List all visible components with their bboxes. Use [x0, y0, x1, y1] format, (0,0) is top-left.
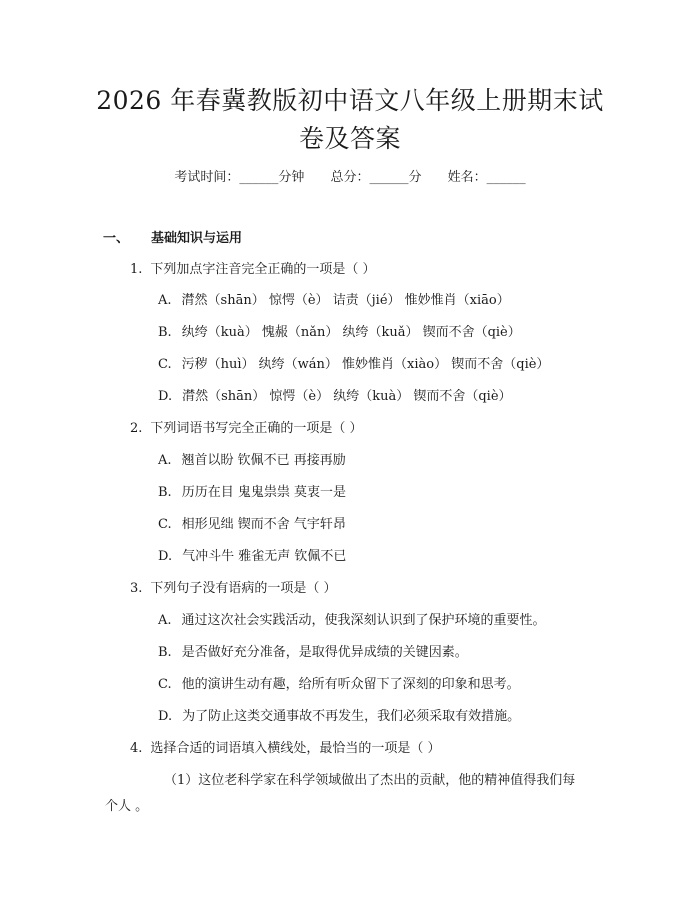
option-text: 污秽（huì） 纨绔（wán） 惟妙惟肖（xiào） 锲而不舍（qiè）: [181, 357, 550, 372]
option-text: 是否做好充分准备，是取得优异成绩的关键因素。: [181, 645, 468, 660]
q2-option-d: [158, 547, 346, 567]
q3-option-d: [158, 707, 520, 727]
option-text: 纨绔（kuà） 愧赧（nǎn） 纨绔（kuǎ） 锲而不舍（qiè）: [181, 325, 521, 340]
question-4-sentence-line-2: 个人 。: [105, 799, 149, 814]
option-letter: B.: [158, 645, 172, 660]
option-text: 潸然（shān） 惊愕（è） 纨绔（kuà） 锲而不舍（qiè）: [182, 389, 512, 404]
question-text: 下列加点字注音完全正确的一项是（ ）: [150, 262, 376, 277]
question-text: 选择合适的词语填入横线处，最恰当的一项是（ ）: [150, 741, 441, 756]
q1-option-a: [158, 291, 510, 311]
option-letter: D.: [158, 549, 173, 564]
option-text: 潸然（shān） 惊愕（è） 诘责（jié） 惟妙惟肖（xiāo）: [181, 293, 510, 308]
q3-option-a: [158, 611, 546, 631]
q3-option-b: [158, 643, 468, 663]
option-text: 历历在目 鬼鬼祟祟 莫衷一是: [181, 485, 346, 500]
q2-option-a: [158, 451, 346, 471]
q1-option-b: [158, 323, 521, 343]
option-letter: C.: [158, 517, 172, 532]
question-text: 下列词语书写完全正确的一项是（ ）: [150, 421, 363, 436]
q1-option-c: [158, 355, 549, 375]
exam-info-row: [0, 167, 700, 189]
question-number: 3.: [130, 581, 143, 596]
q1-option-d: [158, 387, 512, 407]
question-number: 2.: [130, 421, 143, 436]
exam-total-score: 总分：______分: [330, 170, 422, 185]
option-text: 相形见绌 锲而不舍 气宇轩昂: [181, 517, 346, 532]
question-number: 1.: [130, 262, 143, 277]
option-text: 通过这次社会实践活动，使我深刻认识到了保护环境的重要性。: [181, 613, 546, 628]
q2-option-b: [158, 483, 346, 503]
option-letter: B.: [158, 325, 172, 340]
option-text: 为了防止这类交通事故不再发生，我们必须采取有效措施。: [182, 709, 521, 724]
option-letter: A.: [158, 613, 172, 628]
question-3: [130, 579, 337, 599]
question-4: [130, 739, 441, 759]
document-title-line-2: 卷及答案: [298, 124, 401, 153]
option-letter: D.: [158, 709, 173, 724]
option-letter: C.: [158, 357, 172, 372]
option-text: 翘首以盼 钦佩不已 再接再励: [181, 453, 346, 468]
option-letter: B.: [158, 485, 172, 500]
section-number: 一、: [103, 231, 130, 246]
question-text: 下列句子没有语病的一项是（ ）: [150, 581, 337, 596]
section-title: 基础知识与运用: [151, 231, 243, 246]
section-heading: [103, 229, 242, 249]
exam-time: 考试时间：______分钟: [174, 170, 305, 185]
option-text: 他的演讲生动有趣，给所有听众留下了深刻的印象和思考。: [181, 677, 520, 692]
option-text: 气冲斗牛 雅雀无声 钦佩不已: [182, 549, 347, 564]
document-title-line-1: 2026 年春冀教版初中语文八年级上册期末试: [96, 86, 604, 115]
option-letter: A.: [158, 453, 172, 468]
question-2: [130, 419, 363, 439]
option-letter: C.: [158, 677, 172, 692]
student-name: 姓名：______: [447, 170, 526, 185]
question-1: [130, 260, 376, 280]
question-number: 4.: [130, 741, 143, 756]
question-4-sentence-line-1: （1）这位老科学家在科学领域做出了杰出的贡献，他的精神值得我们每: [164, 773, 576, 788]
option-letter: D.: [158, 389, 173, 404]
q3-option-c: [158, 675, 520, 695]
q2-option-c: [158, 515, 346, 535]
option-letter: A.: [158, 293, 172, 308]
